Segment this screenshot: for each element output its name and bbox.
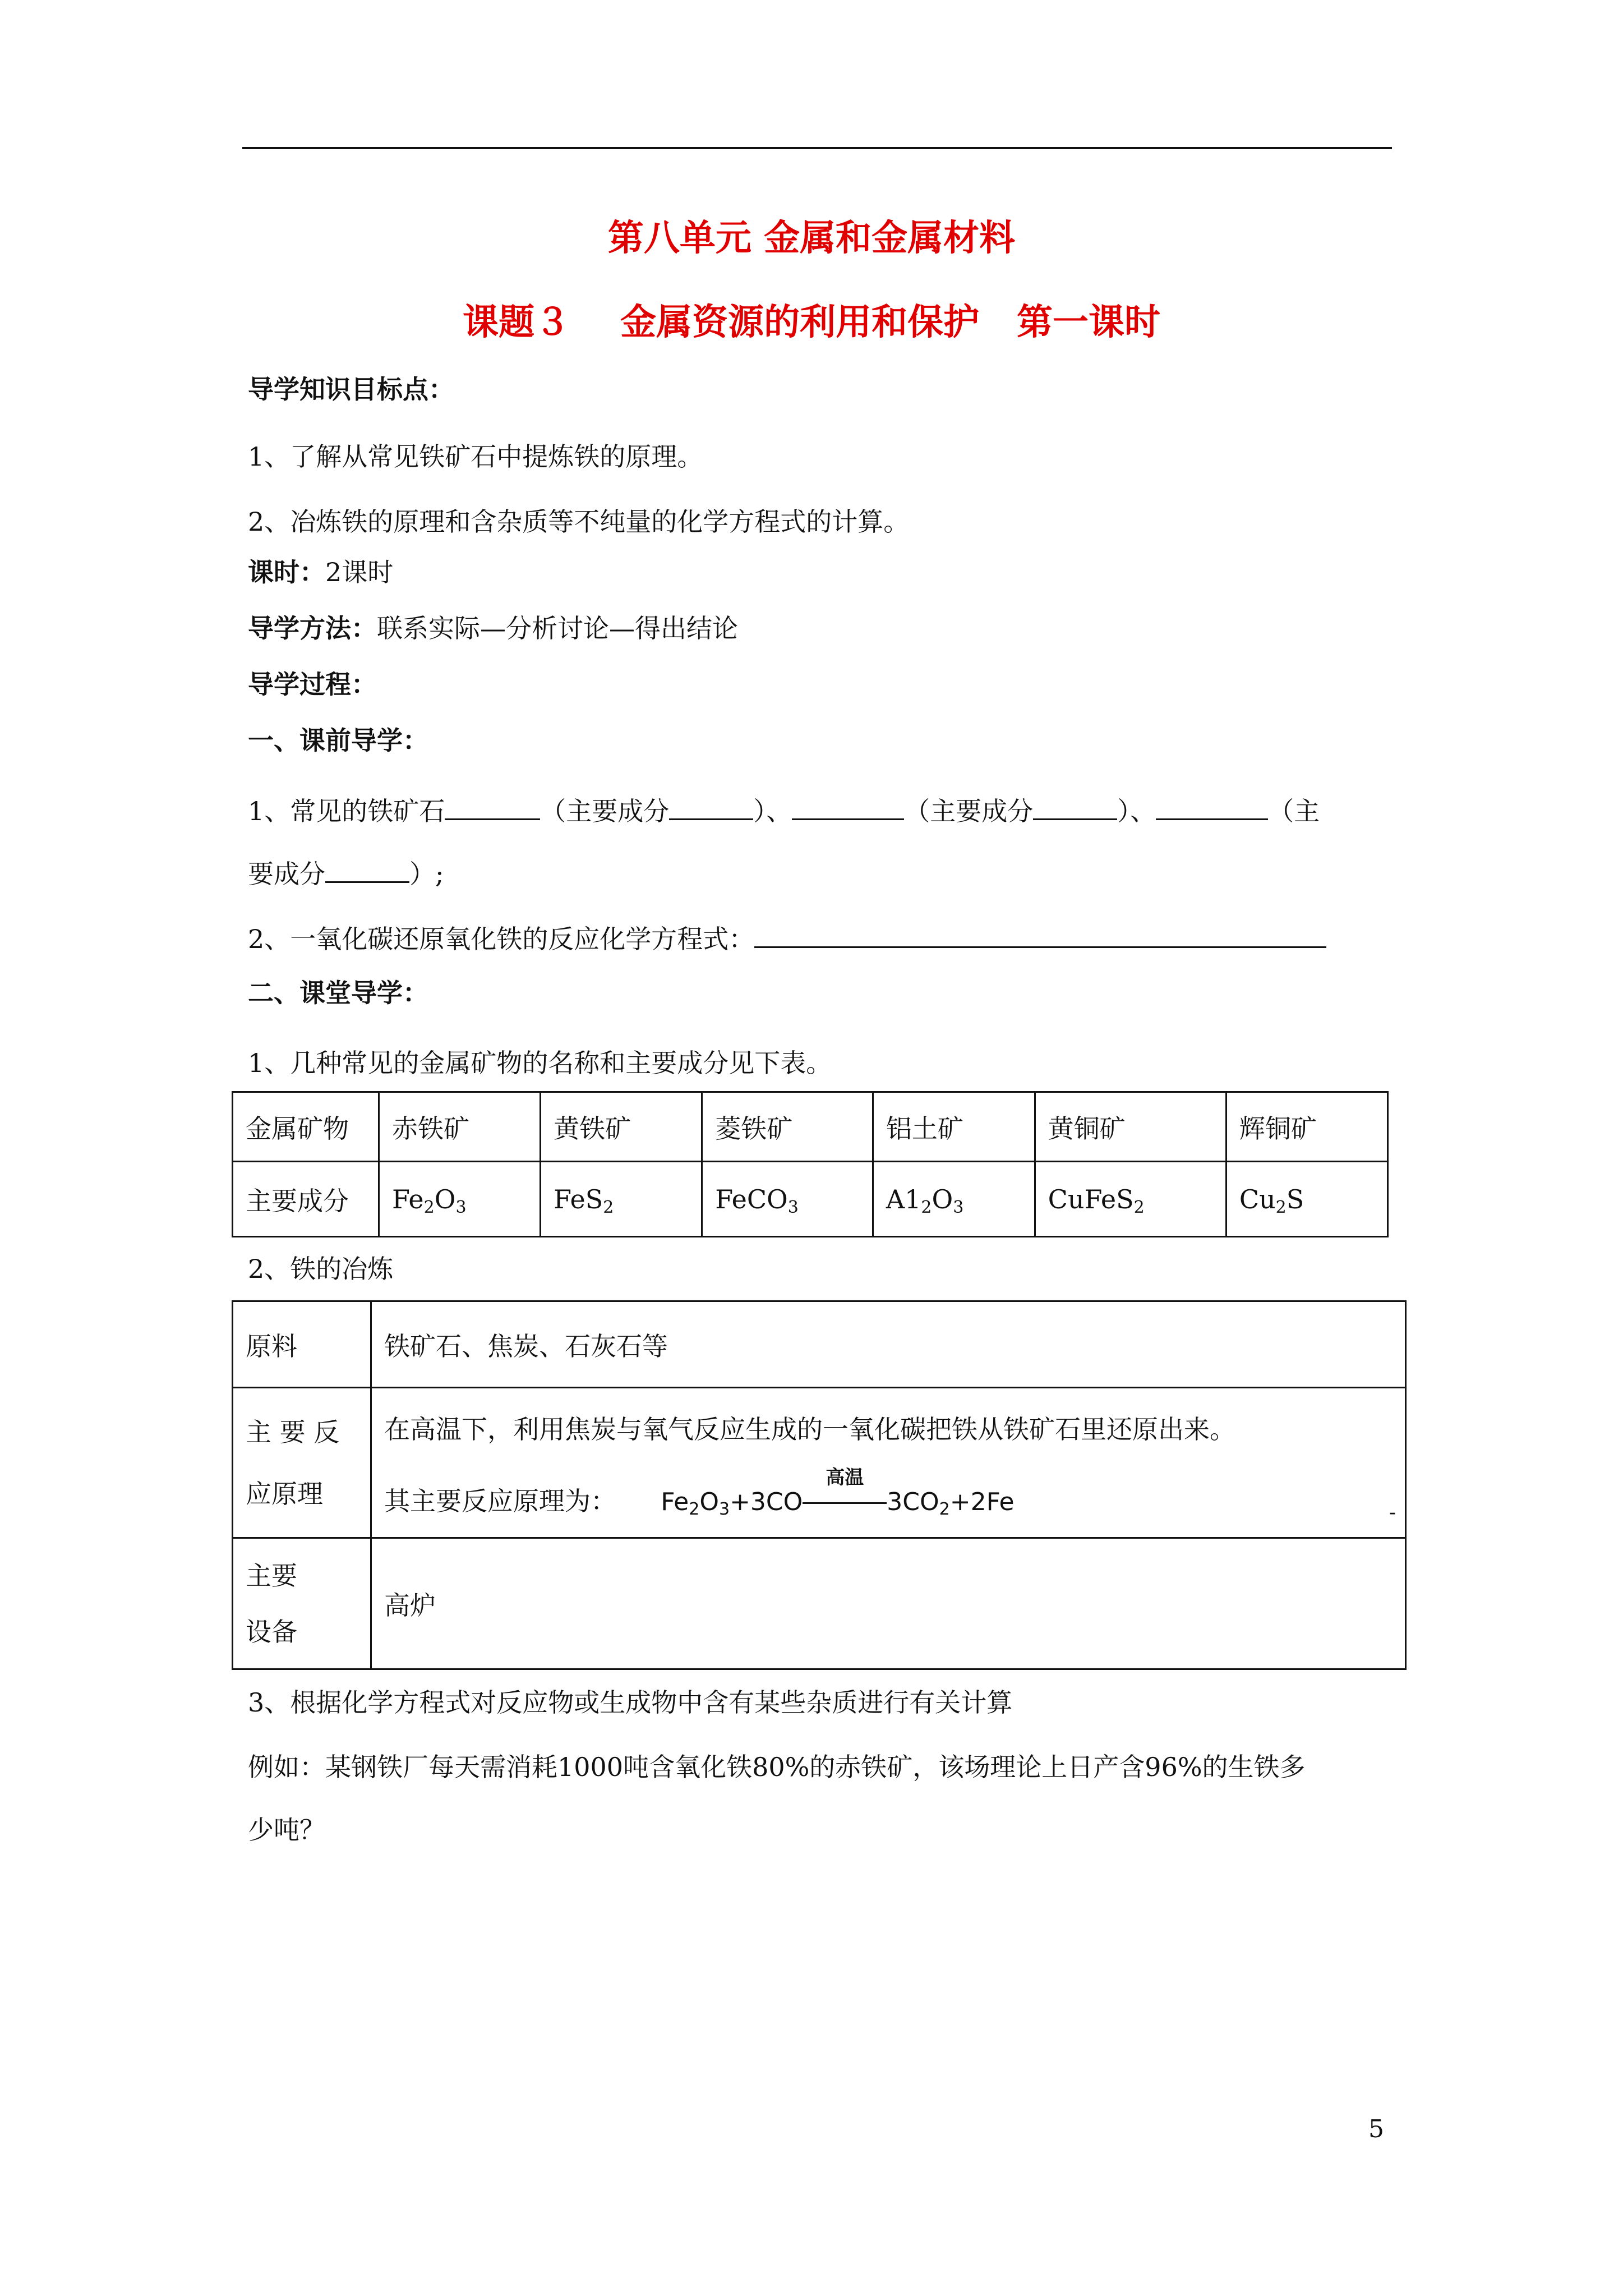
q1-text-h: ）; bbox=[409, 859, 444, 889]
reaction-condition: 高温 bbox=[826, 1466, 864, 1489]
equipment-label: 主要 设备 bbox=[233, 1538, 371, 1669]
inclass-item-1: 1、几种常见的金属矿物的名称和主要成分见下表。 bbox=[248, 1048, 832, 1078]
q2-text: 2、一氧化碳还原氧化铁的反应化学方程式： bbox=[248, 924, 755, 954]
calc-item-3: 3、根据化学方程式对反应物或生成物中含有某些杂质进行有关计算 bbox=[248, 1687, 1013, 1718]
smelting-heading: 2、铁的冶炼 bbox=[248, 1254, 394, 1284]
mineral-formula: CuFeS$_2$ bbox=[1035, 1162, 1226, 1237]
composition-row-label: 主要成分 bbox=[233, 1162, 379, 1237]
principle-text: 在高温下，利用焦炭与氧气反应生成的一氧化碳把铁从铁矿石里还原出来。 bbox=[384, 1414, 1235, 1444]
principle-content bbox=[371, 1388, 1406, 1538]
minerals-formula-row bbox=[233, 1162, 1388, 1237]
goal-item-2: 2、冶炼铁的原理和含杂质等不纯量的化学方程式的计算。 bbox=[248, 507, 910, 537]
principle-row bbox=[233, 1388, 1406, 1538]
minerals-name-row bbox=[233, 1092, 1388, 1162]
mineral-name: 菱铁矿 bbox=[702, 1092, 873, 1162]
equipment-value: 高炉 bbox=[371, 1538, 1406, 1669]
mineral-name: 辉铜矿 bbox=[1226, 1092, 1387, 1162]
goal-item-1: 1、了解从常见铁矿石中提炼铁的原理。 bbox=[248, 441, 703, 472]
hours-line bbox=[248, 555, 393, 589]
raw-material-row bbox=[233, 1301, 1406, 1388]
mineral-formula: $A1_2O_3$ bbox=[873, 1162, 1035, 1237]
dash-mark: - bbox=[1389, 1501, 1396, 1524]
principle-label: 主 要 反 应原理 bbox=[233, 1388, 371, 1538]
raw-material-value: 铁矿石、焦炭、石灰石等 bbox=[371, 1301, 1406, 1388]
method-value: 联系实际—分析讨论—得出结论 bbox=[377, 613, 738, 643]
raw-material-label: 原料 bbox=[233, 1301, 371, 1388]
mineral-name: 黄铁矿 bbox=[541, 1092, 702, 1162]
mineral-formula: $Fe_2O_3$ bbox=[379, 1162, 541, 1237]
chemical-equation: $Fe_2O_3+3CO$ 高温 $3CO_2+2Fe$ bbox=[661, 1488, 1014, 1516]
method-line bbox=[248, 611, 738, 645]
minerals-table bbox=[232, 1091, 1389, 1237]
q1-text-e: ）、 bbox=[1117, 796, 1156, 826]
q1-text-c: ）、 bbox=[753, 796, 792, 826]
lesson-title: 课题３ 金属资源的利用和保护 第一课时 bbox=[463, 301, 1160, 343]
example-line-2: 少吨？ bbox=[248, 1815, 325, 1845]
example-label: 例如： bbox=[248, 1752, 325, 1782]
q1-text-f: （主 bbox=[1268, 796, 1320, 826]
q1-blank-3[interactable] bbox=[792, 794, 904, 820]
mineral-formula: FeCO$_3$ bbox=[702, 1162, 873, 1237]
page-number: 5 bbox=[1368, 2115, 1384, 2143]
q1-blank-4[interactable] bbox=[1033, 794, 1117, 820]
q1-blank-6[interactable] bbox=[325, 857, 409, 883]
mineral-name: 赤铁矿 bbox=[379, 1092, 541, 1162]
principle-equation-line bbox=[384, 1466, 1393, 1521]
inclass-heading: 二、课堂导学： bbox=[248, 978, 428, 1008]
equation-label: 其主要反应原理为： bbox=[384, 1485, 616, 1516]
reaction-arrow bbox=[803, 1466, 887, 1521]
q1-text-b: （主要成分 bbox=[540, 796, 670, 826]
example-text-1: 某钢铁厂每天需消耗1000吨含氧化铁80%的赤铁矿，该场理论上日产含96%的生铁多 bbox=[325, 1752, 1306, 1782]
q2-blank[interactable] bbox=[754, 922, 1326, 948]
mineral-name: 黄铜矿 bbox=[1035, 1092, 1226, 1162]
q1-blank-1[interactable] bbox=[445, 794, 540, 820]
mineral-formula: $Cu_2S$ bbox=[1226, 1162, 1387, 1237]
example-line-1 bbox=[248, 1750, 1306, 1784]
hours-value: 2课时 bbox=[325, 557, 394, 587]
equipment-row bbox=[233, 1538, 1406, 1669]
q1-blank-5[interactable] bbox=[1156, 794, 1268, 820]
mineral-name: 铝土矿 bbox=[873, 1092, 1035, 1162]
goals-heading: 导学知识目标点： bbox=[248, 374, 454, 404]
minerals-row-label: 金属矿物 bbox=[233, 1092, 379, 1162]
header-rule bbox=[242, 147, 1392, 149]
preclass-q2-line bbox=[248, 922, 1326, 956]
hours-label: 课时： bbox=[248, 557, 325, 587]
unit-title: 第八单元 金属和金属材料 bbox=[607, 217, 1016, 259]
preclass-q1-line1 bbox=[248, 794, 1320, 828]
q1-blank-2[interactable] bbox=[669, 794, 753, 820]
preclass-q1-line2 bbox=[248, 857, 444, 891]
q1-text-d: （主要成分 bbox=[904, 796, 1034, 826]
mineral-formula: FeS$_2$ bbox=[541, 1162, 702, 1237]
preclass-heading: 一、课前导学： bbox=[248, 725, 428, 756]
smelting-table bbox=[232, 1300, 1407, 1670]
process-heading: 导学过程： bbox=[248, 669, 377, 700]
method-label: 导学方法： bbox=[248, 613, 377, 643]
q1-text-g: 要成分 bbox=[248, 859, 325, 889]
q1-text-a: 1、常见的铁矿石 bbox=[248, 796, 445, 826]
